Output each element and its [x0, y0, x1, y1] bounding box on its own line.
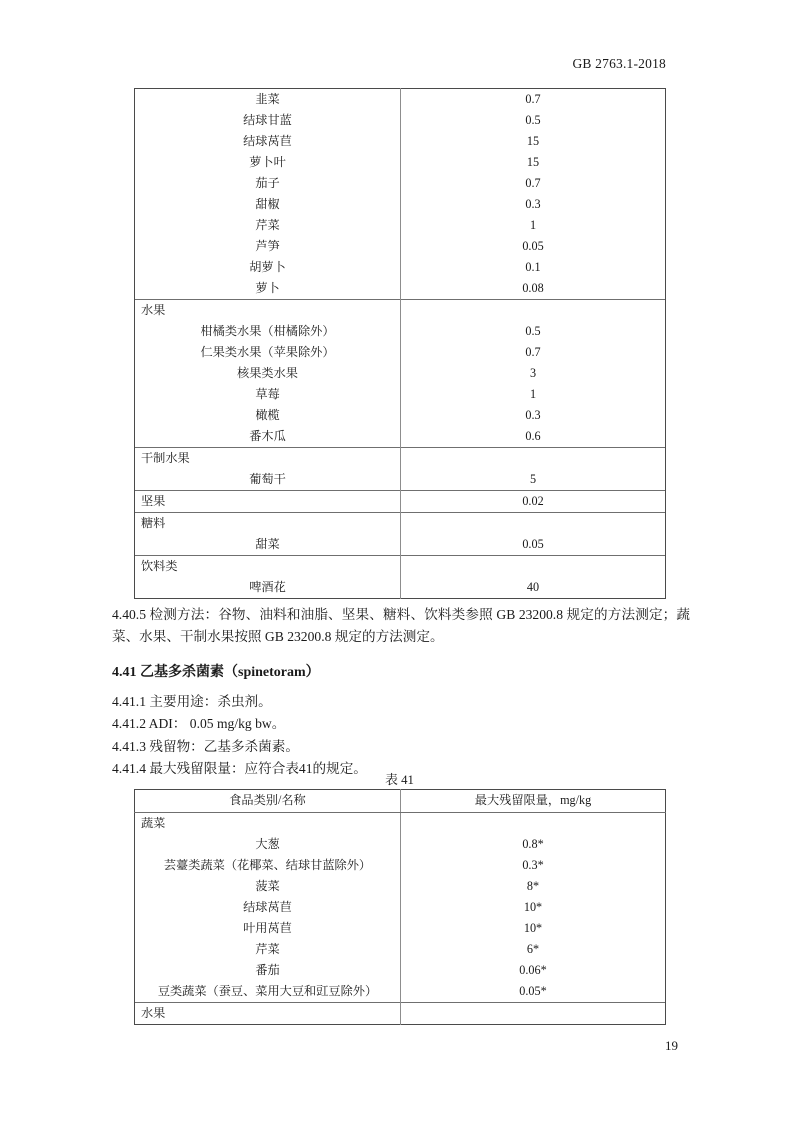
table-group-row	[135, 513, 666, 535]
cell-food-name: 甜菜	[135, 534, 401, 556]
table-row	[135, 215, 666, 236]
cell-residue-limit: 1	[401, 215, 666, 236]
cell-food-name: 蔬菜	[135, 813, 401, 835]
cell-food-name: 韭菜	[135, 89, 401, 111]
column-header-food-category: 食品类别/名称	[135, 790, 401, 813]
table-row	[135, 960, 666, 981]
table-row	[135, 110, 666, 131]
table-header-row	[135, 790, 666, 813]
page-header-standard-code: GB 2763.1-2018	[572, 56, 666, 71]
cell-residue-limit: 0.7	[401, 89, 666, 111]
cell-food-name: 仁果类水果（苹果除外）	[135, 342, 401, 363]
cell-food-name: 干制水果	[135, 448, 401, 470]
table-row	[135, 534, 666, 556]
cell-residue-limit: 8*	[401, 876, 666, 897]
cell-residue-limit	[401, 813, 666, 835]
table-row	[135, 426, 666, 448]
cell-residue-limit: 1	[401, 384, 666, 405]
cell-residue-limit: 0.8*	[401, 834, 666, 855]
cell-residue-limit: 0.3	[401, 194, 666, 215]
cell-food-name: 核果类水果	[135, 363, 401, 384]
cell-residue-limit: 0.7	[401, 342, 666, 363]
table-41-caption: 表 41	[385, 773, 414, 787]
column-header-max-residue-limit: 最大残留限量，mg/kg	[401, 790, 666, 813]
cell-residue-limit: 0.05	[401, 534, 666, 556]
cell-residue-limit: 5	[401, 469, 666, 491]
cell-food-name: 柑橘类水果（柑橘除外）	[135, 321, 401, 342]
cell-food-name: 胡萝卜	[135, 257, 401, 278]
table-row	[135, 152, 666, 173]
cell-residue-limit: 0.06*	[401, 960, 666, 981]
cell-food-name: 坚果	[135, 491, 401, 513]
table-group-row	[135, 1003, 666, 1025]
cell-residue-limit: 0.02	[401, 491, 666, 513]
cell-food-name: 结球莴苣	[135, 897, 401, 918]
cell-food-name: 茄子	[135, 173, 401, 194]
section-heading-4-41: 4.41 乙基多杀菌素（spinetoram）	[112, 665, 320, 680]
cell-food-name: 芹菜	[135, 215, 401, 236]
cell-residue-limit	[401, 556, 666, 578]
cell-residue-limit: 0.1	[401, 257, 666, 278]
table-row	[135, 918, 666, 939]
cell-residue-limit	[401, 448, 666, 470]
paragraph-4-41-1: 4.41.1 主要用途：杀虫剂。	[112, 694, 272, 709]
table-row	[135, 384, 666, 405]
cell-food-name: 大葱	[135, 834, 401, 855]
cell-residue-limit: 0.05	[401, 236, 666, 257]
cell-food-name: 芸薹类蔬菜（花椰菜、结球甘蓝除外）	[135, 855, 401, 876]
table-row	[135, 342, 666, 363]
table-group-row	[135, 491, 666, 513]
cell-residue-limit: 0.08	[401, 278, 666, 300]
table-row	[135, 278, 666, 300]
table-41-mrl	[134, 789, 666, 1025]
table-row	[135, 236, 666, 257]
cell-food-name: 草莓	[135, 384, 401, 405]
table-row	[135, 876, 666, 897]
cell-residue-limit	[401, 300, 666, 322]
table-group-row	[135, 556, 666, 578]
cell-food-name: 叶用莴苣	[135, 918, 401, 939]
cell-residue-limit	[401, 1003, 666, 1025]
cell-residue-limit: 0.05*	[401, 981, 666, 1003]
table-row	[135, 469, 666, 491]
table-row	[135, 897, 666, 918]
table-row	[135, 981, 666, 1003]
table-row	[135, 939, 666, 960]
table-row	[135, 89, 666, 111]
cell-food-name: 芦笋	[135, 236, 401, 257]
cell-residue-limit	[401, 513, 666, 535]
cell-food-name: 番茄	[135, 960, 401, 981]
cell-residue-limit: 6*	[401, 939, 666, 960]
table-40-mrl	[134, 88, 666, 599]
cell-food-name: 芹菜	[135, 939, 401, 960]
cell-food-name: 结球莴苣	[135, 131, 401, 152]
table-row	[135, 363, 666, 384]
cell-residue-limit: 0.6	[401, 426, 666, 448]
table-group-row	[135, 300, 666, 322]
table-group-row	[135, 448, 666, 470]
table-40-body	[135, 89, 666, 599]
cell-food-name: 葡萄干	[135, 469, 401, 491]
cell-food-name: 橄榄	[135, 405, 401, 426]
cell-residue-limit: 0.5	[401, 321, 666, 342]
table-41-body	[135, 790, 666, 1025]
paragraph-4-41-2: 4.41.2 ADI： 0.05 mg/kg bw。	[112, 716, 286, 731]
cell-residue-limit: 0.7	[401, 173, 666, 194]
cell-residue-limit: 0.3	[401, 405, 666, 426]
cell-food-name: 萝卜	[135, 278, 401, 300]
cell-food-name: 水果	[135, 300, 401, 322]
cell-food-name: 番木瓜	[135, 426, 401, 448]
cell-food-name: 饮料类	[135, 556, 401, 578]
table-row	[135, 173, 666, 194]
cell-food-name: 菠菜	[135, 876, 401, 897]
table-row	[135, 257, 666, 278]
table-row	[135, 131, 666, 152]
table-row	[135, 855, 666, 876]
table-row	[135, 577, 666, 599]
cell-food-name: 糖料	[135, 513, 401, 535]
cell-residue-limit: 0.3*	[401, 855, 666, 876]
paragraph-4-40-5: 4.40.5 检测方法：谷物、油料和油脂、坚果、糖料、饮料类参照 GB 23200.8 规定的方法测定；蔬菜、水果、干制水果按照 GB 23200.8 规定的方法测定。	[112, 607, 690, 645]
cell-food-name: 豆类蔬菜（蚕豆、菜用大豆和豇豆除外）	[135, 981, 401, 1003]
cell-residue-limit: 10*	[401, 918, 666, 939]
cell-food-name: 啤酒花	[135, 577, 401, 599]
table-group-row	[135, 813, 666, 835]
cell-residue-limit: 15	[401, 152, 666, 173]
cell-food-name: 甜椒	[135, 194, 401, 215]
cell-food-name: 结球甘蓝	[135, 110, 401, 131]
table-row	[135, 321, 666, 342]
cell-food-name: 水果	[135, 1003, 401, 1025]
paragraph-4-41-3: 4.41.3 残留物：乙基多杀菌素。	[112, 739, 299, 754]
page-number: 19	[665, 1038, 678, 1053]
table-row	[135, 405, 666, 426]
paragraph-4-41-4: 4.41.4 最大残留限量：应符合表41的规定。	[112, 761, 367, 776]
cell-residue-limit: 40	[401, 577, 666, 599]
cell-residue-limit: 0.5	[401, 110, 666, 131]
cell-residue-limit: 15	[401, 131, 666, 152]
cell-residue-limit: 10*	[401, 897, 666, 918]
cell-food-name: 萝卜叶	[135, 152, 401, 173]
table-row	[135, 834, 666, 855]
table-row	[135, 194, 666, 215]
cell-residue-limit: 3	[401, 363, 666, 384]
